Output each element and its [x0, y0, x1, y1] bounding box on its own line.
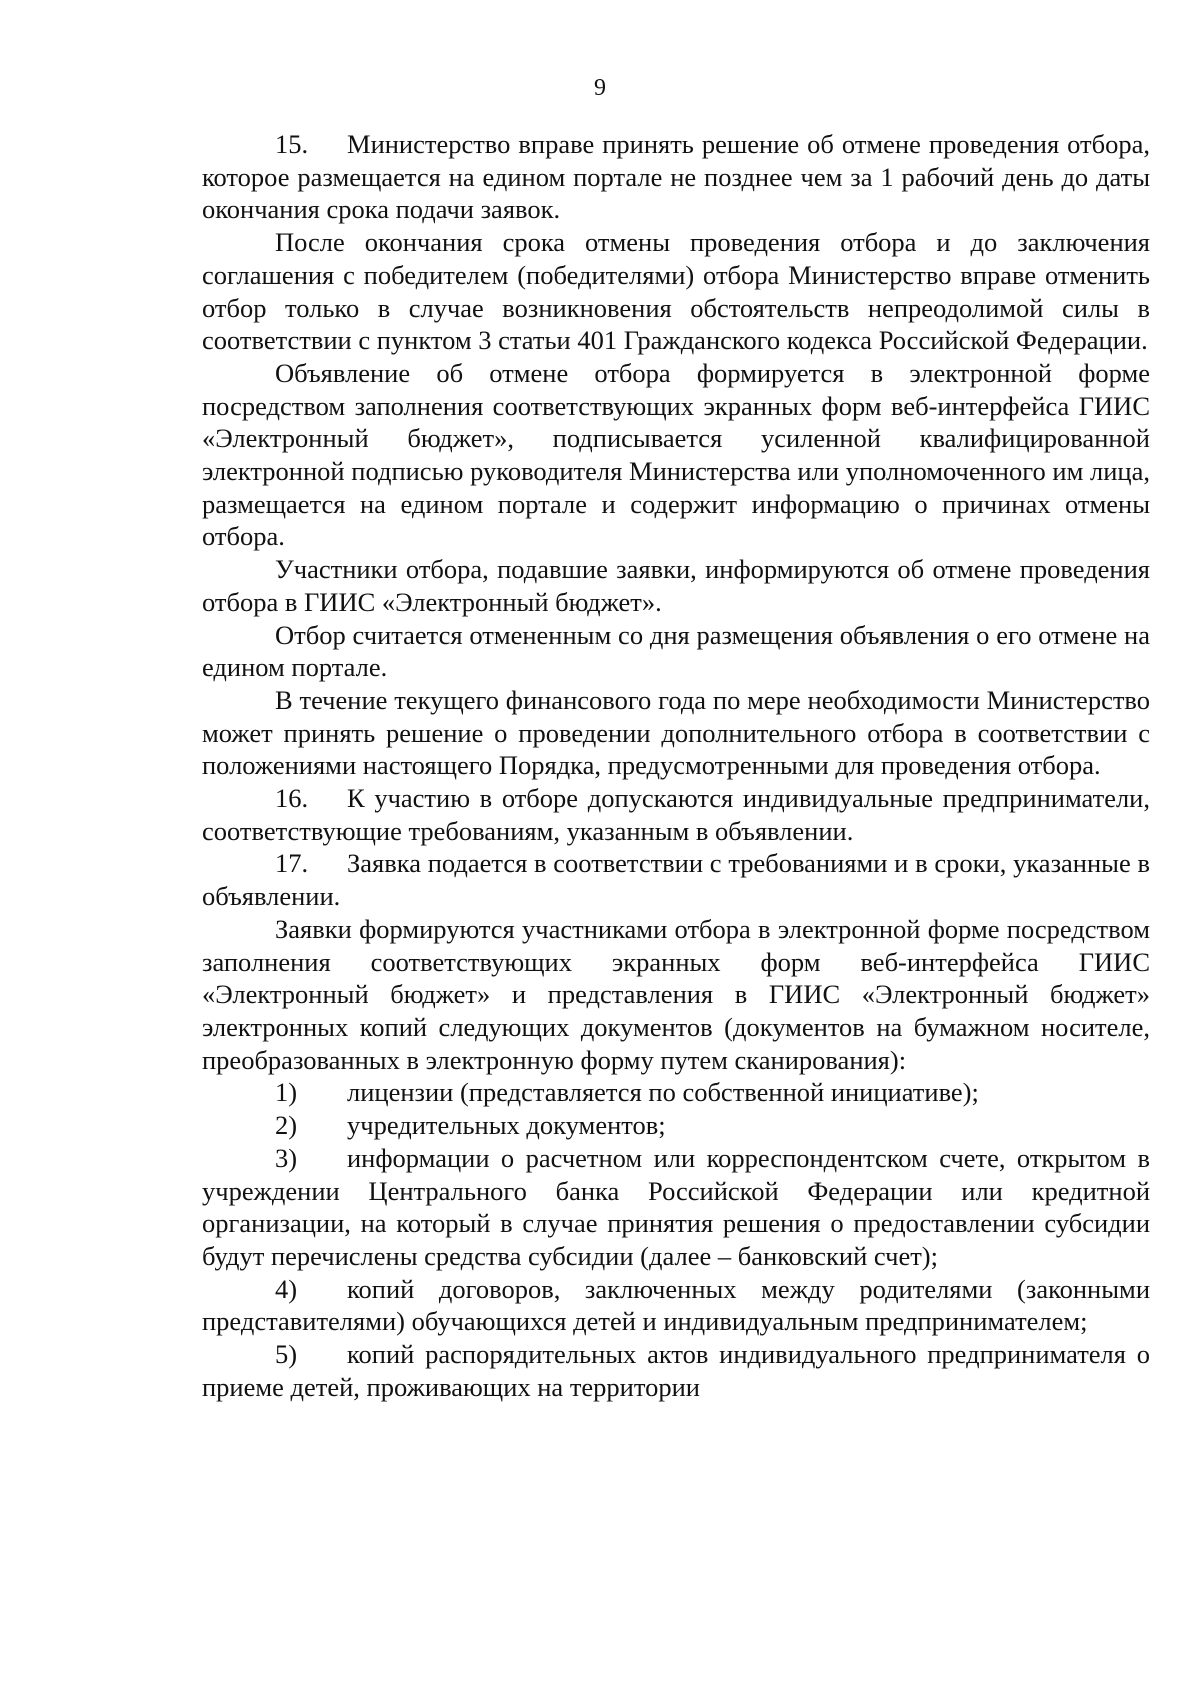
paragraph	[202, 684, 1150, 782]
list-item-text: информации о расчетном или корреспондентском счете, открытом в учреждении Центрального банка Российской Федерации или кредитной организации, на который в случае принятия решения о предоставлении субсидии будут перечислены средства субсидии (далее – банковский счет);	[202, 1142, 1150, 1271]
paragraph	[202, 357, 1150, 553]
paragraph-text: После окончания срока отмены проведения отбора и до заключения соглашения с победителем (победителями) отбора Министерство вправе отменить отбор только в случае возникновения обстоятельств непреодолимой силы в соответствии с пунктом 3 статьи 401 Гражданского кодекса Российской Федерации.	[202, 227, 1150, 356]
paragraph-text: Объявление об отмене отбора формируется в электронной форме посредством заполнения соответствующих экранных форм веб-интерфейса ГИИС «Электронный бюджет», подписывается усиленной квалифицированной электронной подписью руководителя Министерства или уполномоченного им лица, размещается на едином портале и содержит информацию о причинах отмены отбора.	[202, 357, 1150, 552]
list-item-number: 1)	[275, 1077, 298, 1108]
document-body	[202, 128, 1150, 1403]
list-item-text: учредительных документов;	[347, 1110, 666, 1141]
paragraph-17	[202, 847, 1150, 912]
list-item-text: копий распорядительных актов индивидуального предпринимателя о приеме детей, проживающих на территории	[202, 1339, 1150, 1402]
list-item-number: 2)	[275, 1110, 298, 1141]
paragraph-number: 17.	[275, 848, 309, 879]
paragraph	[202, 619, 1150, 684]
list-item-2	[202, 1109, 1150, 1142]
paragraph-number: 15.	[275, 129, 309, 159]
list-item-text: копий договоров, заключенных между родителями (законными представителями) обучающихся детей и индивидуальным предпринимателем;	[202, 1273, 1150, 1337]
list-item-text: лицензии (представляется по собственной инициативе);	[347, 1077, 979, 1108]
paragraph-text: Отбор считается отмененным со дня размещения объявления о его отмене на едином портале.	[202, 619, 1150, 683]
page-number: 9	[594, 75, 606, 101]
list-item-4	[202, 1273, 1150, 1338]
paragraph-15	[202, 128, 1150, 226]
paragraph-text: В течение текущего финансового года по мере необходимости Министерство может принять решение о проведении дополнительного отбора в соответствии с положениями настоящего Порядка, предусмотренными для проведения отбора.	[202, 684, 1150, 781]
paragraph-text: Заявка подается в соответствии с требованиями и в сроки, указанные в объявлении.	[202, 848, 1150, 912]
paragraph-number: 16.	[275, 783, 309, 814]
paragraph-16	[202, 782, 1150, 847]
paragraph	[202, 553, 1150, 618]
paragraph-text: Заявки формируются участниками отбора в электронной форме посредством заполнения соответствующих экранных форм веб-интерфейса ГИИС «Электронный бюджет» и представления в ГИИС «Электронный бюджет» электронных копий следующих документов (документов на бумажном носителе, преобразованных в электронную форму путем сканирования):	[202, 913, 1150, 1075]
list-item-number: 5)	[275, 1339, 298, 1370]
paragraph-text: Министерство вправе принять решение об отмене проведения отбора, которое размещается на едином портале не позднее чем за 1 рабочий день до даты окончания срока подачи заявок.	[202, 129, 1150, 225]
paragraph	[202, 913, 1150, 1077]
paragraph	[202, 226, 1150, 357]
paragraph-text: К участию в отборе допускаются индивидуальные предприниматели, соответствующие требованиям, указанным в объявлении.	[202, 783, 1150, 846]
list-item-number: 4)	[275, 1273, 298, 1304]
list-item-5	[202, 1338, 1150, 1403]
paragraph-text: Участники отбора, подавшие заявки, информируются об отмене проведения отбора в ГИИС «Электронный бюджет».	[202, 554, 1150, 617]
list-item-3	[202, 1142, 1150, 1273]
list-item-1	[202, 1076, 1150, 1109]
list-item-number: 3)	[275, 1142, 298, 1173]
